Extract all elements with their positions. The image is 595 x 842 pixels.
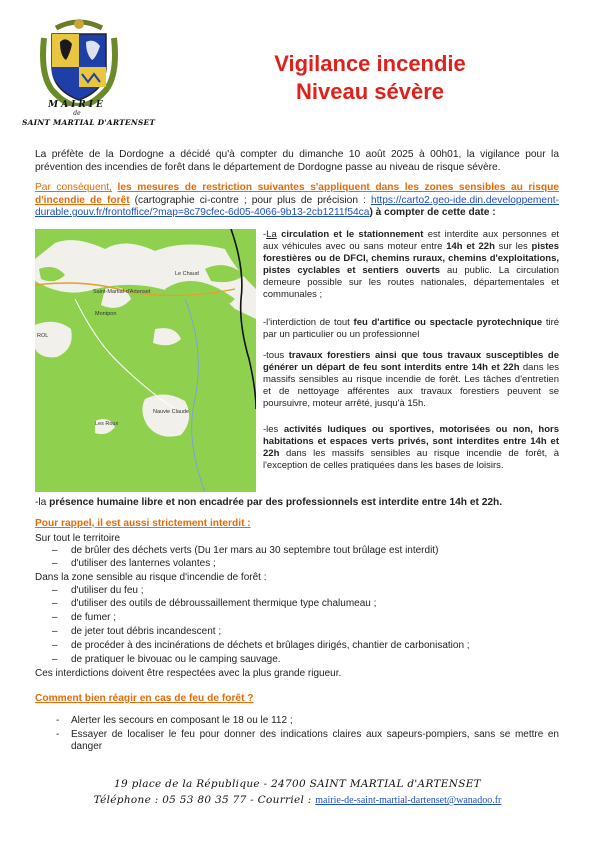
footer-contact-text: Téléphone : 05 53 80 35 77 - Courriel : bbox=[93, 794, 312, 806]
rappel-heading bbox=[35, 518, 559, 531]
rule-text: dans les massifs sensibles au risque incendie de forêt. Les tâches d'entretien et de nettoyage afférentes aux travaux forestiers peuvent se poursuivre, moteur arrêté, jusqu'à 15h. bbox=[263, 362, 559, 409]
rule-presence bbox=[35, 497, 559, 510]
list-bullet: – bbox=[52, 585, 58, 596]
list-item: de brûler des déchets verts (Du 1er mars au 30 septembre tout brûlage est interdit) bbox=[71, 545, 439, 556]
list-item: Alerter les secours en composant le 18 ou le 112 ; bbox=[71, 715, 293, 726]
map-label: Saint-Martial-d'Artenset bbox=[93, 289, 151, 295]
rule-text: -la bbox=[35, 497, 47, 508]
rule-text: au public. La circulation demeure possible sur les routes nationales, départementales et communales ; bbox=[263, 265, 559, 300]
list-item: de procéder à des incinérations de déchets et brûlages dirigés, chantier de carbonisation ; bbox=[71, 640, 470, 651]
footer-address: 19 place de la République - 24700 SAINT MARTIAL d'ARTENSET bbox=[114, 778, 481, 790]
rule-text: -les bbox=[263, 424, 279, 435]
list-item: de fumer ; bbox=[71, 612, 117, 623]
rule-text: sur les bbox=[498, 241, 528, 252]
list-bullet: – bbox=[52, 598, 58, 609]
map-label: Nauvie Claude bbox=[153, 409, 190, 415]
list-bullet: – bbox=[52, 558, 58, 569]
closing-note: Ces interdictions doivent être respectées avec la plus grande rigueur. bbox=[35, 668, 342, 679]
map-label: Le Chaud bbox=[175, 271, 199, 277]
rule-text: dans les massifs sensibles au risque incendie de forêt, à l'exception de celles pratiquées dans les bases de loisirs. bbox=[263, 448, 559, 471]
list-bullet: – bbox=[52, 626, 58, 637]
list-item: de pratiquer le bivouac ou le camping sauvage. bbox=[71, 654, 281, 665]
zone-label: Dans la zone sensible au risque d'incendie de forêt : bbox=[35, 572, 267, 583]
list-bullet: – bbox=[52, 612, 58, 623]
list-item: d'utiliser des outils de débroussaillement thermique type chalumeau ; bbox=[71, 598, 377, 609]
rule-circulation bbox=[263, 229, 559, 301]
rule-bold: pistes forestières ou de DFCI, chemins ruraux, chemins d'exploitations, pistes cyclables et sentiers ouverts bbox=[263, 241, 560, 276]
rule-forestry bbox=[263, 350, 559, 410]
list-item: Essayer de localiser le feu pour donner des indications claires aux sapeurs-pompiers, sans se mettre en danger bbox=[71, 729, 559, 752]
rule-prefix: - bbox=[263, 229, 267, 240]
rule-under: La bbox=[266, 229, 277, 240]
list-item: d'utiliser du feu ; bbox=[71, 585, 144, 596]
page-title: Vigilance incendie bbox=[274, 51, 466, 76]
rule-text: -tous bbox=[263, 350, 285, 361]
reagir-heading bbox=[35, 693, 559, 706]
consequence-tail: ) à compter de cette date : bbox=[369, 207, 496, 219]
list-bullet: - bbox=[56, 715, 60, 726]
territory-label: Sur tout le territoire bbox=[35, 533, 121, 544]
mairie-de: de bbox=[73, 110, 81, 117]
mairie-label: MAIRIE bbox=[48, 100, 106, 110]
consequence-paragraph bbox=[35, 182, 559, 220]
rule-activities bbox=[263, 424, 559, 472]
reagir-heading-text: Comment bien réagir en cas de feu de forêt ? bbox=[35, 693, 254, 704]
rule-bold: activités ludiques ou sportives, motorisées ou non, hors habitations et espaces verts privés, sont interdites entre 14h et 22h bbox=[263, 424, 559, 459]
rule-text: est interdite aux personnes et aux véhicules avec ou sans moteur entre bbox=[263, 229, 560, 252]
list-bullet: - bbox=[56, 729, 60, 740]
list-item: d'utiliser des lanternes volantes ; bbox=[71, 558, 216, 569]
map-label: Les Roux bbox=[95, 421, 119, 427]
consequence-paren: (cartographie ci-contre ; pour plus de précision : bbox=[134, 194, 366, 206]
coat-of-arms-logo bbox=[38, 14, 120, 106]
commune-name: SAINT MARTIAL D'ARTENSET bbox=[22, 118, 156, 127]
rule-fireworks bbox=[263, 317, 559, 341]
rule-bold: travaux forestiers ainsi que tous travaux susceptibles de générer un départ de feu sont interdits entre 14h et 22h bbox=[263, 350, 559, 373]
consequence-bold: les mesures de restriction suivantes s'appliquent dans les zones sensibles au risque d'incendie de forêt bbox=[35, 182, 559, 206]
rule-bold: présence humaine libre et non encadrée par des professionnels est interdite entre 14h et 22h. bbox=[49, 497, 503, 508]
risk-zone-map bbox=[35, 229, 256, 492]
rule-bold: circulation et le stationnement bbox=[281, 229, 424, 240]
rule-text: tiré par un particulier ou un professionnel bbox=[263, 317, 560, 340]
mairie-heading bbox=[22, 100, 156, 128]
rule-bold: 14h et 22h bbox=[446, 241, 495, 252]
list-bullet: – bbox=[52, 640, 58, 651]
list-bullet: – bbox=[52, 545, 58, 556]
consequence-lead: Par conséquent, bbox=[35, 182, 112, 193]
email-link[interactable]: mairie-de-saint-martial-dartenset@wanadoo.fr bbox=[315, 795, 502, 806]
map-label: Montpon bbox=[95, 311, 117, 317]
footer-contact bbox=[0, 794, 595, 806]
rappel-heading-text: Pour rappel, il est aussi strictement interdit : bbox=[35, 518, 251, 529]
rule-bold: feu d'artifice ou spectacle pyrotechnique bbox=[353, 317, 543, 328]
list-bullet: – bbox=[52, 654, 58, 665]
page-subtitle: Niveau sévère bbox=[296, 79, 444, 104]
map-label: ROL bbox=[37, 333, 49, 339]
intro-paragraph: La préfète de la Dordogne a décidé qu'à compter du dimanche 10 août 2025 à 00h01, la vigilance pour la prévention des incendies de forêt dans le département de Dordogne passe au niveau de risque sévère. bbox=[35, 149, 559, 173]
list-item: de jeter tout débris incandescent ; bbox=[71, 626, 222, 637]
rule-text: -l'interdiction de tout bbox=[263, 317, 350, 328]
map-link[interactable]: https://carto2.geo-ide.din.developpement-durable.gouv.fr/frontoffice/?map=8c79cfec-6d05-4066-9b13-2cb1211f54ca bbox=[35, 194, 559, 219]
